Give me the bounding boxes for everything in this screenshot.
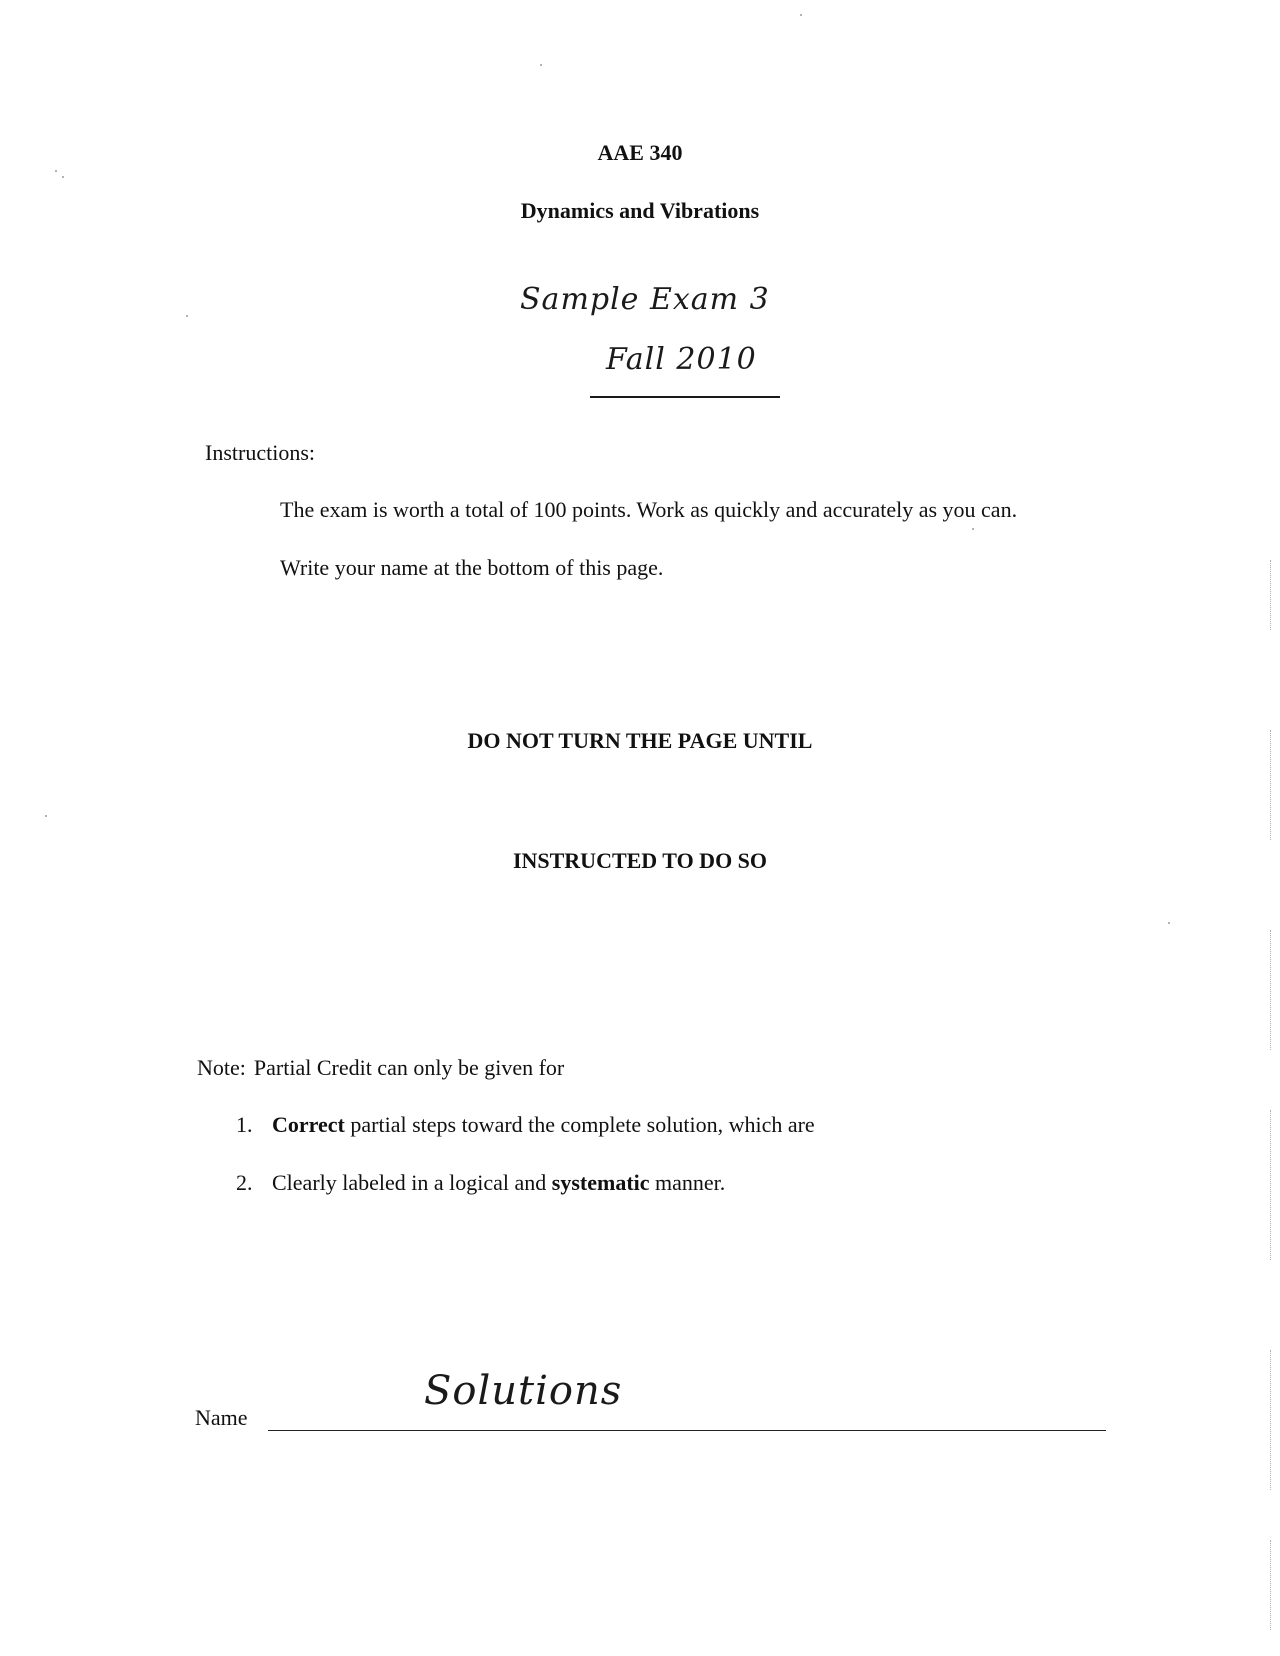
name-line xyxy=(268,1430,1106,1431)
note-label: Note: xyxy=(197,1055,246,1080)
list-item xyxy=(236,1170,725,1196)
list-item-number: 1. xyxy=(236,1112,253,1137)
handwritten-exam-term: Fall 2010 xyxy=(606,342,757,377)
list-item xyxy=(236,1112,815,1138)
instruction-line-points: The exam is worth a total of 100 points. Work as quickly and accurately as you can. xyxy=(280,497,1018,522)
scan-edge-artifact xyxy=(1270,1540,1271,1630)
scan-speck xyxy=(45,815,47,817)
scan-edge-artifact xyxy=(1270,560,1271,630)
scan-speck xyxy=(55,170,57,172)
scan-speck xyxy=(972,528,974,530)
handwritten-underline xyxy=(590,396,780,398)
course-code: AAE 340 xyxy=(597,140,683,165)
scan-edge-artifact xyxy=(1270,1350,1271,1490)
scan-speck xyxy=(800,14,802,16)
note xyxy=(197,1055,564,1081)
handwritten-exam-title: Sample Exam 3 xyxy=(520,282,770,317)
instruction-line-name: Write your name at the bottom of this page. xyxy=(280,555,664,580)
list-item-bold: systematic xyxy=(551,1170,650,1195)
scan-edge-artifact xyxy=(1270,730,1271,840)
warning-line-2: INSTRUCTED TO DO SO xyxy=(512,848,768,873)
note-text: Partial Credit can only be given for xyxy=(253,1055,565,1080)
warning-line-1: DO NOT TURN THE PAGE UNTIL xyxy=(467,728,813,753)
instructions-heading: Instructions: xyxy=(205,440,315,465)
scan-edge-artifact xyxy=(1270,1110,1271,1260)
scan-edge-artifact xyxy=(1270,930,1271,1050)
course-title: Dynamics and Vibrations xyxy=(520,198,760,223)
scan-speck xyxy=(540,64,542,66)
list-item-after: partial steps toward the complete solution, which are xyxy=(344,1112,815,1137)
scan-speck xyxy=(62,176,64,178)
scan-speck xyxy=(186,315,188,317)
list-item-after: manner. xyxy=(649,1170,726,1195)
list-item-before: Clearly labeled in a logical and xyxy=(272,1170,552,1195)
list-item-number: 2. xyxy=(236,1170,253,1195)
list-item-bold: Correct xyxy=(272,1112,345,1137)
name-label: Name xyxy=(195,1405,248,1430)
handwritten-name: Solutions xyxy=(424,1368,623,1414)
scan-speck xyxy=(1168,922,1170,924)
